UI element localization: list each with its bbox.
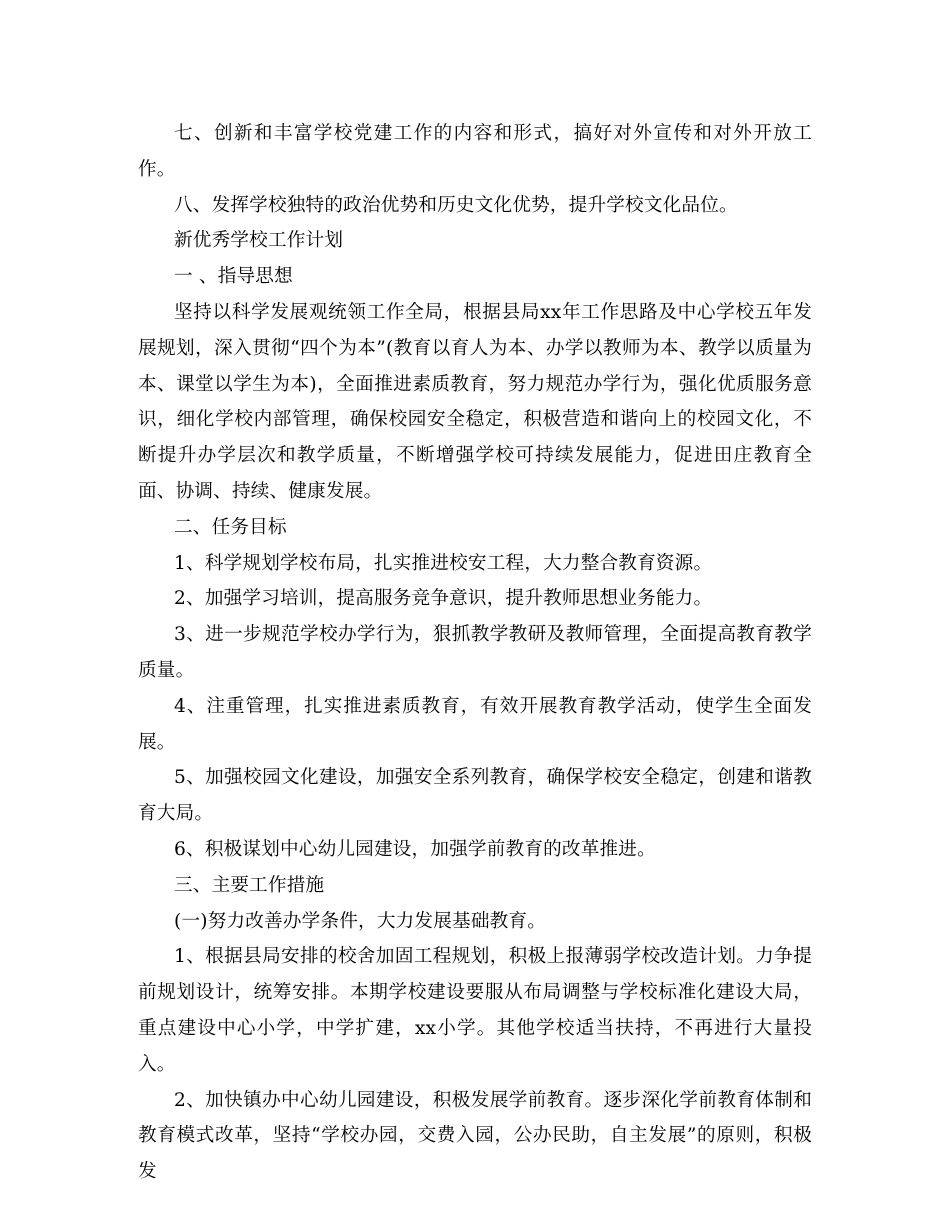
paragraph: 八、发挥学校独特的政治优势和历史文化优势，提升学校文化品位。 bbox=[174, 194, 738, 216]
list-item: 1、根据县局安排的校舍加固工程规划，积极上报薄弱学校改造计划。力争提前规划设计，统筹安排。本期学校建设要服从布局调整与学校标准化建设大局，重点建设中心小学，中学扩建，xx小学。其他学校适当扶持，不再进行大量投入。 bbox=[138, 946, 812, 1075]
section-heading: 一 、指导思想 bbox=[174, 266, 293, 288]
list-item: 4、注重管理，扎实推进素质教育，有效开展教育教学活动，使学生全面发展。 bbox=[138, 695, 812, 753]
list-item: 2、加快镇办中心幼儿园建设，积极发展学前教育。逐步深化学前教育体制和教育模式改革，坚持“学校办园，交费入园，公办民助，自主发展”的原则，积极发 bbox=[138, 1089, 812, 1183]
section-heading: 二、任务目标 bbox=[174, 516, 287, 538]
list-item: 1、科学规划学校布局，扎实推进校安工程，大力整合教育资源。 bbox=[174, 552, 713, 574]
section-title: 新优秀学校工作计划 bbox=[174, 230, 344, 252]
list-item: 2、加强学习培训，提高服务竞争意识，提升教师思想业务能力。 bbox=[174, 588, 713, 610]
paragraph: 七、创新和丰富学校党建工作的内容和形式，搞好对外宣传和对外开放工作。 bbox=[138, 123, 812, 180]
list-item: 6、积极谋划中心幼儿园建设，加强学前教育的改革推进。 bbox=[174, 838, 656, 860]
list-item: 5、加强校园文化建设，加强安全系列教育，确保学校安全稳定，创建和谐教育大局。 bbox=[138, 767, 812, 825]
list-item: 3、进一步规范学校办学行为，狠抓教学教研及教师管理，全面提高教育教学质量。 bbox=[138, 624, 812, 681]
paragraph: 坚持以科学发展观统领工作全局，根据县局xx年工作思路及中心学校五年发展规划，深入贯彻“四个为本”(教育以育人为本、办学以教师为本、教学以质量为本、课堂以学生为本)，全面推进素质教育，努力规范办学行为，强化优质服务意识，细化学校内部管理，确保校园安全稳定，积极营造和谐向上的校园文化，不断提升办学层次和教学质量，不断增强学校可持续发展能力，促进田庄教育全面、协调、持续、健康发展。 bbox=[138, 301, 812, 502]
subsection-heading: (一)努力改善办学条件，大力发展基础教育。 bbox=[174, 910, 546, 932]
document-body bbox=[138, 116, 812, 1190]
section-heading: 三、主要工作措施 bbox=[174, 874, 325, 896]
